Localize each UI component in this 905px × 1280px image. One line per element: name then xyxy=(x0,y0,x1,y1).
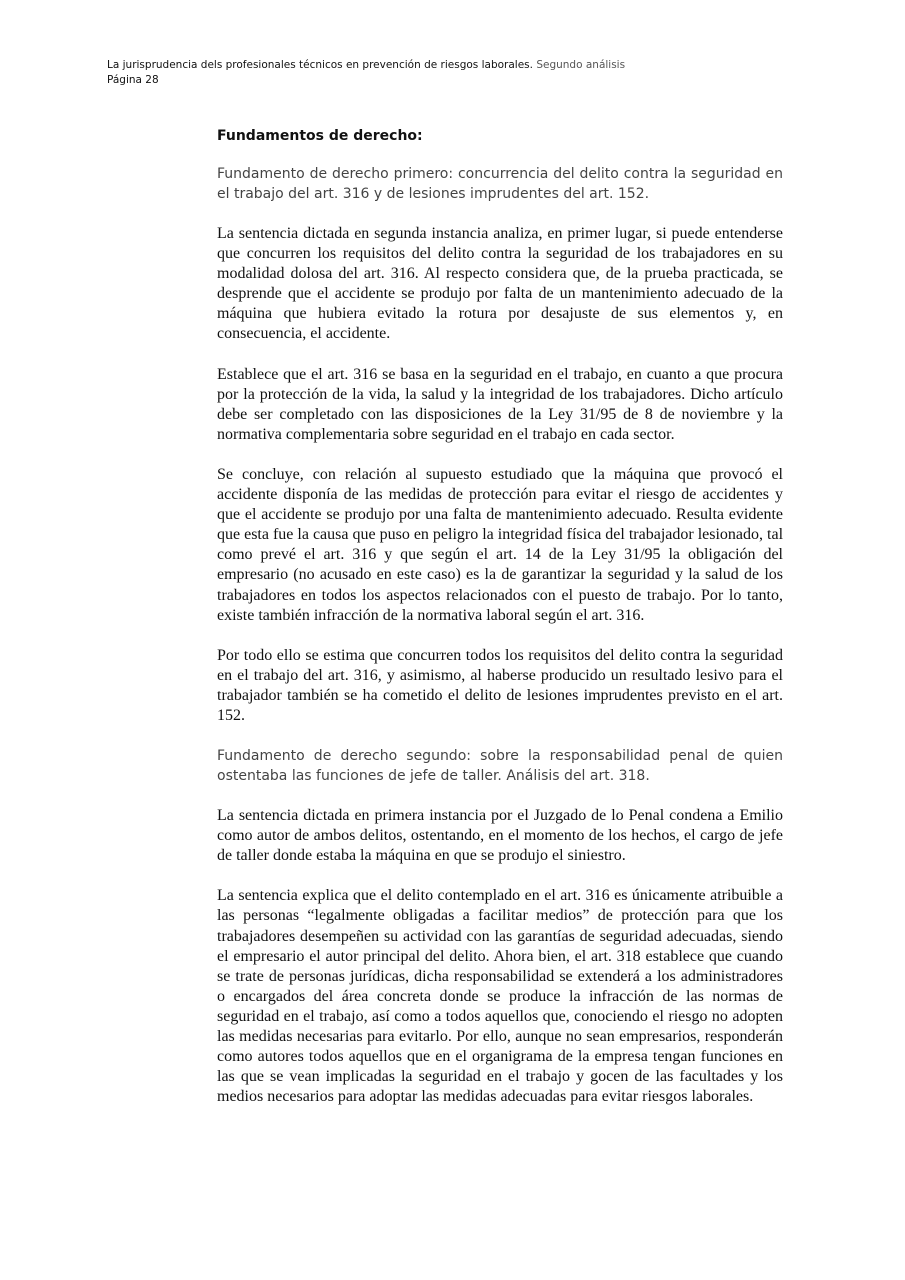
content-blocks xyxy=(217,164,783,1107)
subheading: Fundamento de derecho segundo: sobre la responsabilidad penal de quien ostentaba las funciones de jefe de taller. Análisis del art. 318. xyxy=(217,748,783,785)
paragraph: Se concluye, con relación al supuesto estudiado que la máquina que provocó el accidente disponía de las medidas de protección para evitar el riesgo de accidentes y que el accidente se produjo por una falta de mantenimiento adecuado. Resulta evidente que esta fue la causa que puso en peligro la integridad física del trabajador lesionado, tal como prevé el art. 316 y que según el art. 14 de la Ley 31/95 la obligación del empresario (no acusado en este caso) es la de garantizar la seguridad y la salud de los trabajadores en todos los aspectos relacionados con el puesto de trabajo. Por lo tanto, existe también infracción de la normativa laboral según el art. 316. xyxy=(217,465,784,624)
header-title: La jurisprudencia dels profesionales técnicos en prevención de riesgos laborales. xyxy=(107,59,533,71)
paragraph: La sentencia explica que el delito contemplado en el art. 316 es únicamente atribuible a las personas “legalmente obligadas a facilitar medios” de protección para que los trabajadores desempeñen su actividad con las garantías de seguridad adecuadas, siendo el empresario el autor principal del delito. Ahora bien, el art. 318 establece que cuando se trate de personas jurídicas, dicha responsabilidad se extenderá a los administradores o encargados del área concreta donde se produce la infracción de las normas de seguridad en el trabajo, así como a todos aquellos que, conociendo el riesgo no adopten las medidas necesarias para evitarlo. Por ello, aunque no sean empresarios, responderán como autores todos aquellos que en el organigrama de la empresa tengan funciones en las que se vean implicadas la seguridad en el trabajo y gocen de las facultades y los medios necesarios para adoptar las medidas adecuadas para evitar riesgos laborales. xyxy=(217,887,783,1106)
paragraph: La sentencia dictada en segunda instancia analiza, en primer lugar, si puede entenderse que concurren los requisitos del delito contra la seguridad de los trabajadores en su modalidad dolosa del art. 316. Al respecto considera que, de la prueba practicada, se desprende que el accidente se produjo por falta de un mantenimiento adecuado de la máquina que hubiera evitado la rotura por desajuste de sus elementos y, en consecuencia, el accidente. xyxy=(217,225,783,343)
paragraph: Establece que el art. 316 se basa en la seguridad en el trabajo, en cuanto a que procura por la protección de la vida, la salud y la integridad de los trabajadores. Dicho artículo debe ser completado con las disposiciones de la Ley 31/95 de 8 de noviembre y la normativa complementaria sobre seguridad en el trabajo en cada sector. xyxy=(217,365,783,443)
subheading: Fundamento de derecho primero: concurrencia del delito contra la seguridad en el trabajo del art. 316 y de lesiones imprudentes del art. 152. xyxy=(217,166,783,202)
running-header xyxy=(107,58,807,88)
header-title-line xyxy=(107,58,807,73)
section-heading: Fundamentos de derecho: xyxy=(217,128,423,144)
page-number: Página 28 xyxy=(107,74,159,86)
paragraph: La sentencia dictada en primera instancia por el Juzgado de lo Penal condena a Emilio como autor de ambos delitos, ostentando, en el momento de los hechos, el cargo de jefe de taller donde estaba la máquina en que se produjo el siniestro. xyxy=(217,807,783,865)
header-subtitle: Segundo análisis xyxy=(536,59,626,71)
paragraph: Por todo ello se estima que concurren todos los requisitos del delito contra la seguridad en el trabajo del art. 316, y asimismo, al haberse producido un resultado lesivo para el trabajador también se ha cometido el delito de lesiones imprudentes previsto en el art. 152. xyxy=(217,646,783,724)
document-body xyxy=(217,126,783,1127)
